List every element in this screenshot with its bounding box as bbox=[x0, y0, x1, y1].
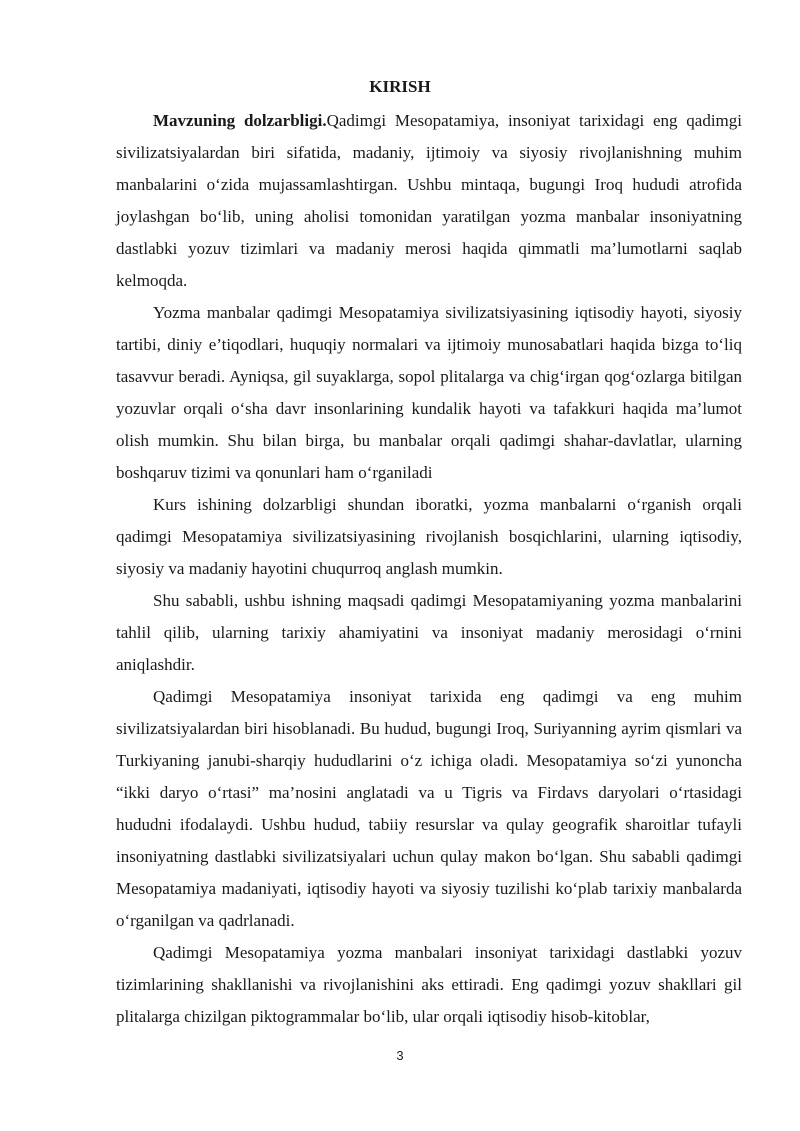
paragraph: Shu sababli, ushbu ishning maqsadi qadimgi Mesopatamiyaning yozma manbalarini tahlil qilib, ularning tarixiy ahamiyatini va insoniyat madaniy merosidagi o‘rnini aniqlashdir. bbox=[116, 591, 742, 674]
paragraph: Qadimgi Mesopatamiya insoniyat tarixida eng qadimgi va eng muhim sivilizatsiyalardan biri hisoblanadi. Bu hudud, bugungi Iroq, Suriyanning ayrim qismlari va Turkiyaning janubi-sharqiy hududlarini o‘z ichiga oladi. Mesopatamiya so‘zi yunoncha “ikki daryo o‘rtasi” ma’nosini anglatadi va u Tigris va Firdavs daryolari o‘rtasidagi hududni ifodalaydi. Ushbu hudud, tabiiy resurslar va qulay geografik sharoitlar tufayli insoniyatning dastlabki sivilizatsiyalari uchun qulay makon bo‘lgan. Shu sababli qadimgi Mesopatamiya madaniyati, iqtisodiy hayoti va siyosiy tuzilishi ko‘plab tarixiy manbalarda o‘rganilgan va qadrlanadi. bbox=[116, 687, 742, 930]
paragraph-lead: Mavzuning dolzarbligi. bbox=[153, 111, 327, 130]
section-heading: KIRISH bbox=[369, 77, 431, 96]
page-number: 3 bbox=[396, 1048, 404, 1063]
paragraph: Qadimgi Mesopatamiya yozma manbalari insoniyat tarixidagi dastlabki yozuv tizimlarining shakllanishi va rivojlanishini aks ettiradi. Eng qadimgi yozuv shakllari gil plitalarga chizilgan piktogrammalar bo‘lib, ular orqali iqtisodiy hisob-kitoblar, bbox=[116, 943, 742, 1026]
paragraph: Yozma manbalar qadimgi Mesopatamiya sivilizatsiyasining iqtisodiy hayoti, siyosiy tartibi, diniy e’tiqodlari, huquqiy normalari va ijtimoiy munosabatlari haqida bizga to‘liq tasavvur beradi. Ayniqsa, gil suyaklarga, sopol plitalarga va chig‘irgan qog‘ozlarga bitilgan yozuvlar orqali o‘sha davr insonlarining kundalik hayoti va tafakkuri haqida ma’lumot olish mumkin. Shu bilan birga, bu manbalar orqali qadimgi shahar-davlatlar, ularning boshqaruv tizimi va qonunlari ham o‘rganiladi bbox=[116, 303, 742, 482]
paragraph-relevance bbox=[116, 105, 742, 297]
paragraph-text: Qadimgi Mesopatamiya, insoniyat tarixidagi eng qadimgi sivilizatsiyalardan biri sifatida, madaniy, ijtimoiy va siyosiy rivojlanishning muhim manbalarini o‘zida mujassamlashtirgan. Ushbu mintaqa, bugungi Iroq hududi atrofida joylashgan bo‘lib, uning aholisi tomonidan yaratilgan yozma manbalar insoniyatning dastlabki yozuv tizimlari va madaniy merosi haqida qimmatli ma’lumotlarni saqlab kelmoqda. bbox=[116, 111, 742, 290]
paragraph: Kurs ishining dolzarbligi shundan iboratki, yozma manbalarni o‘rganish orqali qadimgi Mesopatamiya sivilizatsiyasining rivojlanish bosqichlarini, ularning iqtisodiy, siyosiy va madaniy hayotini chuqurroq anglash mumkin. bbox=[116, 495, 742, 578]
body-text bbox=[116, 105, 742, 1033]
